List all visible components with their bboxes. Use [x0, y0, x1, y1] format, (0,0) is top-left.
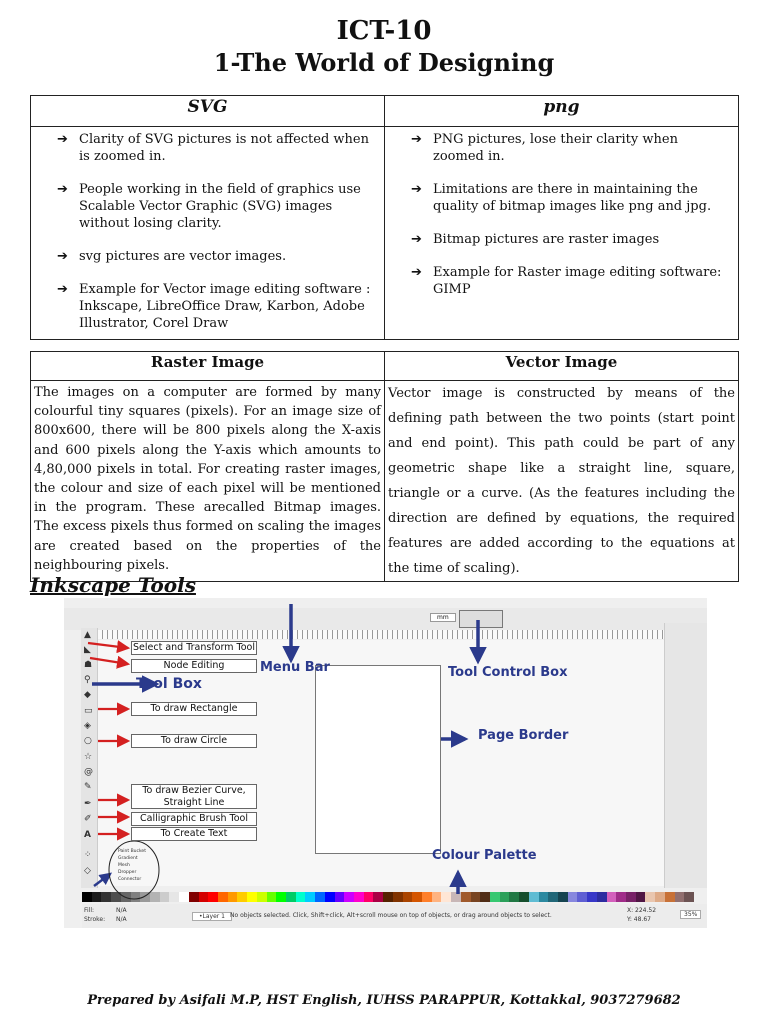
- label-menu-bar: Menu Bar: [260, 660, 330, 675]
- raster-heading: Raster Image: [31, 352, 385, 381]
- svg-point: ➔ Clarity of SVG pictures is not affected when is zoomed in.: [57, 132, 369, 164]
- png-heading: png: [385, 96, 739, 127]
- png-point: ➔ PNG pictures, lose their clarity when zoomed in.: [411, 132, 678, 164]
- stroke-label: Stroke:: [84, 916, 106, 923]
- arrow-bullet-icon: ➔: [57, 249, 68, 264]
- vector-text: Vector image is constructed by means of the defining path between the two points (start point and end point). This path could be part of any geometric shape like a straight line, square, triangle or a curve. (As the features including the direction are defined by equations, the required features are added according to the equations at the time of scaling).: [385, 381, 739, 582]
- label-bezier: To draw Bezier Curve, Straight Line: [131, 784, 257, 809]
- text-tool-icon: A: [84, 830, 91, 840]
- fill-value: N/A: [116, 907, 127, 914]
- png-points-cell: [385, 127, 739, 340]
- label-tool-box: Tool Box: [136, 676, 202, 692]
- arrow-bullet-icon: ➔: [411, 182, 422, 197]
- submenu-item: Paint Bucket: [118, 849, 146, 854]
- arrow-bullet-icon: ➔: [57, 132, 68, 147]
- measure-tool-icon: ◆: [84, 690, 91, 700]
- png-point: ➔ Example for Raster image editing software: GIMP: [411, 265, 722, 297]
- arrow-bullet-icon: ➔: [411, 232, 422, 247]
- section-title: Inkscape Tools: [30, 573, 196, 597]
- stroke-value: N/A: [116, 916, 127, 923]
- svg-point: ➔ svg pictures are vector images.: [57, 249, 287, 264]
- label-node-editing: Node Editing: [131, 659, 257, 673]
- vector-heading: Vector Image: [385, 352, 739, 381]
- png-point: ➔ Bitmap pictures are raster images: [411, 232, 660, 247]
- label-colour-palette: Colour Palette: [432, 848, 537, 863]
- raster-vector-table: [30, 351, 739, 582]
- svg-points-cell: [31, 127, 385, 340]
- fill-label: Fill:: [84, 907, 95, 914]
- label-tool-control-box: Tool Control Box: [448, 665, 568, 680]
- pen-tool-icon: ✒: [84, 799, 92, 809]
- select-tool-icon: ▲: [84, 630, 91, 640]
- layer-select[interactable]: •Layer 1: [192, 912, 232, 921]
- submenu-list: [118, 848, 146, 883]
- blue-arrow: [94, 874, 110, 886]
- label-create-text: To Create Text: [131, 827, 257, 841]
- arrow-bullet-icon: ➔: [57, 182, 68, 197]
- label-calligraphic: Calligraphic Brush Tool: [131, 812, 257, 826]
- svg-point: ➔ People working in the field of graphics use Scalable Vector Graphic (SVG) images without losing clarity.: [57, 182, 361, 231]
- submenu-item: Mesh: [118, 863, 130, 868]
- raster-text: The images on a computer are formed by many colourful tiny squares (pixels). For an image size of 800x600, there will be 800 pixels along the X-axis and 600 pixels along the Y-axis which amounts to 4,80,000 pixels in total. For creating raster images, the colour and size of each pixel will be mentioned in the program. These arecalled Bitmap images. The excess pixels thus formed on scaling the images are created based on the properties of the neighbouring pixels.: [31, 381, 385, 582]
- eraser-tool-icon: ◇: [84, 866, 91, 876]
- unit-select: mm: [430, 613, 456, 622]
- box-tool-icon: ◈: [84, 721, 91, 731]
- png-point: ➔ Limitations are there in maintaining the quality of bitmap images like png and jpg.: [411, 182, 712, 214]
- zoom-field[interactable]: 35%: [680, 910, 701, 919]
- y-readout: Y: 48.67: [627, 916, 651, 923]
- red-arrow: [90, 658, 128, 664]
- svg-heading: SVG: [31, 96, 385, 127]
- spiral-tool-icon: @: [84, 767, 93, 777]
- status-message: No objects selected. Click, Shift+click, Alt+scroll mouse on top of objects, or drag around objects to select.: [230, 912, 552, 919]
- page-subtitle: 1-The World of Designing: [213, 48, 555, 77]
- spray-tool-icon: ⁘: [84, 850, 92, 860]
- inkscape-screenshot: [64, 598, 707, 928]
- circle-tool-icon: ○: [84, 736, 92, 746]
- zoom-tool-icon: ⚲: [84, 675, 91, 685]
- pencil-tool-icon: ✎: [84, 782, 92, 792]
- footer: Prepared by Asifali M.P, HST English, IUHSS PARAPPUR, Kottakkal, 9037279682: [87, 993, 681, 1008]
- label-page-border: Page Border: [478, 728, 569, 743]
- label-draw-rectangle: To draw Rectangle: [131, 702, 257, 716]
- svg-png-table: [30, 95, 739, 340]
- star-tool-icon: ☆: [84, 752, 93, 762]
- page-title: ICT-10: [336, 16, 432, 46]
- node-tool-icon: ◣: [84, 645, 91, 655]
- x-readout: X: 224.52: [627, 907, 657, 914]
- tweak-tool-icon: ☗: [84, 660, 93, 670]
- svg-point: ➔ Example for Vector image editing software : Inkscape, LibreOffice Draw, Karbon, Adobe Illustrator, Corel Draw: [57, 282, 371, 331]
- submenu-item: Gradient: [118, 856, 138, 861]
- label-select-transform: Select and Transform Tool: [131, 641, 257, 655]
- arrow-bullet-icon: ➔: [411, 265, 422, 280]
- arrow-bullet-icon: ➔: [411, 132, 422, 147]
- submenu-item: Connector: [118, 877, 142, 882]
- submenu-item: Dropper: [118, 870, 137, 875]
- calligraphy-tool-icon: ✐: [84, 814, 92, 824]
- rectangle-tool-icon: ▭: [84, 706, 93, 716]
- label-draw-circle: To draw Circle: [131, 734, 257, 748]
- arrow-bullet-icon: ➔: [57, 282, 68, 297]
- red-arrow: [88, 643, 128, 648]
